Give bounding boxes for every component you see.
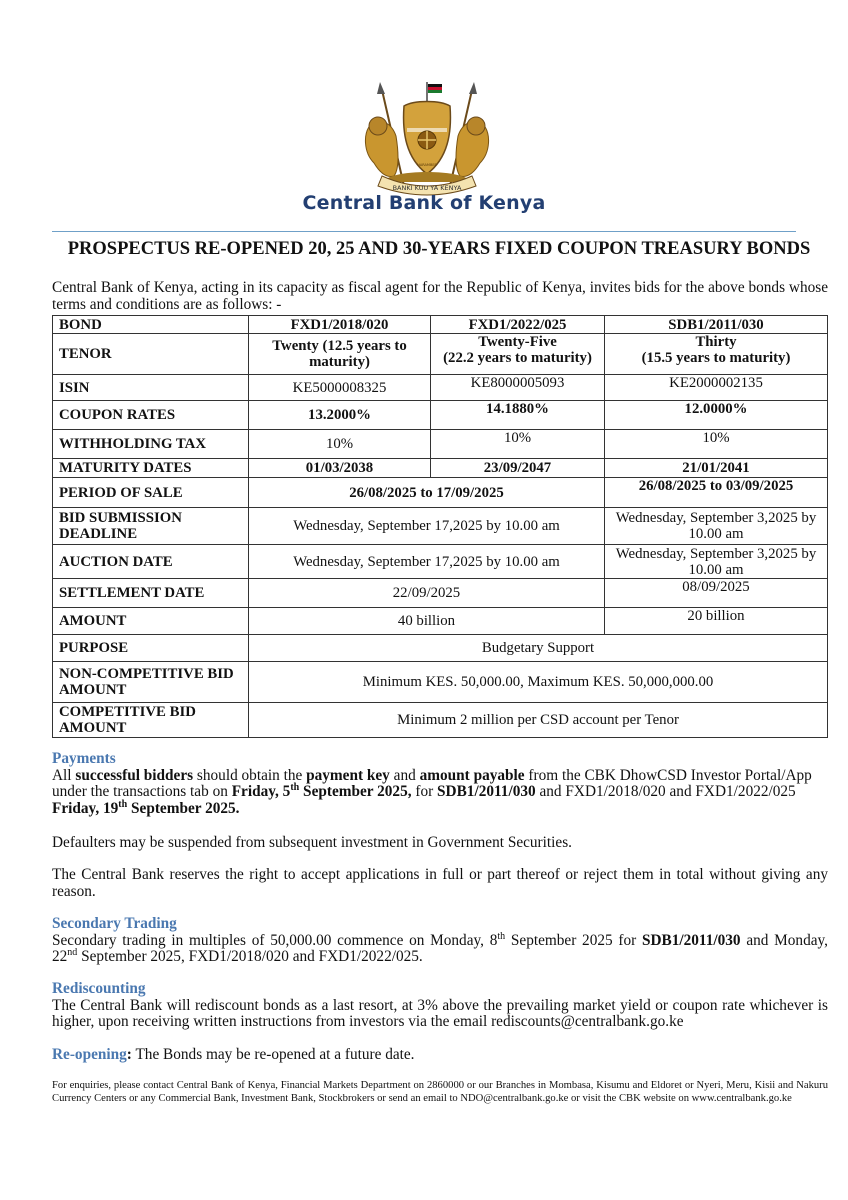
crest-ribbon-text: BANKI KUU YA KENYA (392, 184, 462, 192)
coupon-cell: 12.0000% (605, 401, 828, 430)
text-bold: Friday, 19 (52, 799, 119, 817)
table-row (53, 662, 828, 703)
brand-name: Central Bank of Kenya (302, 192, 546, 214)
reopening-text: The Bonds may be re-opened at a future date. (131, 1046, 415, 1063)
text-run: and Monday, 22 (52, 931, 828, 965)
tenor-cell (431, 334, 605, 375)
maturity-cell: 23/09/2047 (431, 459, 605, 478)
row-label: NON-COMPETITIVE BID AMOUNT (53, 662, 249, 703)
deadline-cell: Wednesday, September 3,2025 by 10.00 am (605, 508, 828, 545)
row-label: TENOR (53, 334, 249, 375)
maturity-cell: 01/03/2038 (249, 459, 431, 478)
table-row (53, 545, 828, 579)
tax-cell: 10% (431, 430, 605, 459)
row-label: PERIOD OF SALE (53, 478, 249, 508)
table-row (53, 703, 828, 738)
tenor-cell: Twenty (12.5 years to maturity) (249, 334, 431, 375)
isin-cell: KE8000005093 (431, 375, 605, 401)
tenor-line: (15.5 years to maturity) (641, 350, 791, 366)
period-cell: 26/08/2025 to 17/09/2025 (249, 478, 605, 508)
secondary-trading-section (52, 916, 828, 966)
table-row (53, 459, 828, 478)
text-bold: SDB1/2011/030 (437, 783, 536, 800)
reopening-section (52, 1047, 828, 1064)
table-row (53, 334, 828, 375)
text-bold: Friday, 5 (231, 783, 291, 800)
text-run: and FXD1/2018/020 and FXD1/2022/025 (535, 783, 796, 800)
intro-paragraph: Central Bank of Kenya, acting in its capacity as fiscal agent for the Republic of Kenya, invites bids for the above bonds whose terms and conditions are as follows: - (52, 279, 828, 313)
row-label: BOND (53, 316, 249, 334)
text-run: All (52, 766, 76, 784)
defaulters-paragraph: Defaulters may be suspended from subsequent investment in Government Securities. (52, 834, 572, 851)
table-row (53, 508, 828, 545)
isin-cell: KE2000002135 (605, 375, 828, 401)
rediscounting-text: The Central Bank will rediscount bonds as a last resort, at 3% above the prevailing market yield or coupon rate whichever is higher, upon receiving written instructions from investors via the email rediscounts@centralbank.go.ke (52, 996, 828, 1030)
text-sup: th (290, 781, 300, 793)
text-sup: th (118, 798, 128, 810)
payments-text (52, 768, 828, 818)
page-title: PROSPECTUS RE-OPENED 20, 25 AND 30-YEARS FIXED COUPON TREASURY BONDS (67, 239, 811, 259)
row-label: MATURITY DATES (53, 459, 249, 478)
table-row (53, 316, 828, 334)
bond-code: FXD1/2022/025 (431, 316, 605, 334)
isin-cell: KE5000008325 (249, 375, 431, 401)
text-run: from the CBK DhowCSD Investor Portal/App under the transactions tab on (52, 766, 812, 800)
row-label: AUCTION DATE (53, 545, 249, 579)
table-row (53, 579, 828, 608)
table-row (53, 608, 828, 635)
secondary-text (52, 930, 828, 966)
row-label: AMOUNT (53, 608, 249, 635)
tenor-line: (22.2 years to maturity) (443, 350, 592, 366)
table-row (53, 478, 828, 508)
text-run: September 2025 for (505, 931, 642, 949)
text-run: Secondary trading in multiples of 50,000.00 commence on Monday, 8 (52, 931, 498, 949)
text-sup: th (497, 930, 506, 942)
row-label: ISIN (53, 375, 249, 401)
bond-code: FXD1/2018/020 (249, 316, 431, 334)
text-bold: payment key (306, 766, 390, 784)
table-row (53, 635, 828, 662)
reserve-paragraph: The Central Bank reserves the right to accept applications in full or part thereof or reject them in total without giving any reason. (52, 866, 828, 900)
row-label: COMPETITIVE BID AMOUNT (53, 703, 249, 738)
competitive-cell: Minimum 2 million per CSD account per Tenor (249, 703, 828, 738)
bond-terms-table (52, 315, 828, 738)
noncompetitive-cell: Minimum KES. 50,000.00, Maximum KES. 50,000,000.00 (249, 662, 828, 703)
row-label: BID SUBMISSION DEADLINE (53, 508, 249, 545)
amount-cell: 40 billion (249, 608, 605, 635)
text-bold: SDB1/2011/030 (641, 931, 741, 949)
tax-cell: 10% (249, 430, 431, 459)
rediscounting-heading: Rediscounting (52, 980, 146, 997)
row-label: PURPOSE (53, 635, 249, 662)
maturity-cell: 21/01/2041 (605, 459, 828, 478)
table-row (53, 430, 828, 459)
text-run: and (389, 766, 420, 784)
tenor-line: Thirty (695, 334, 737, 350)
table-row (53, 401, 828, 430)
text-run: September 2025, FXD1/2018/020 and FXD1/2022/025. (77, 948, 423, 965)
settlement-cell: 22/09/2025 (249, 579, 605, 608)
coupon-cell: 14.1880% (431, 401, 605, 430)
text-run: should obtain the (193, 766, 307, 784)
amount-cell: 20 billion (605, 608, 828, 635)
text-bold: successful bidders (75, 766, 194, 784)
row-label: SETTLEMENT DATE (53, 579, 249, 608)
bond-code: SDB1/2011/030 (605, 316, 828, 334)
row-label: WITHHOLDING TAX (53, 430, 249, 459)
row-label: COUPON RATES (53, 401, 249, 430)
text-bold: amount payable (419, 766, 525, 784)
deadline-cell: Wednesday, September 17,2025 by 10.00 am (249, 508, 605, 545)
text-bold: : (126, 1046, 132, 1063)
table-row (53, 375, 828, 401)
reopening-heading: Re-opening (52, 1046, 127, 1063)
kenya-coat-of-arms-logo (352, 78, 502, 196)
text-run: for (411, 783, 438, 800)
crest-motto-text: HARAMBEE (417, 163, 437, 167)
tenor-cell (605, 334, 828, 375)
header-divider (52, 231, 796, 232)
payments-section (52, 751, 828, 817)
footer-enquiries: For enquiries, please contact Central Bank of Kenya, Financial Markets Department on 2860000 or our Branches in Mombasa, Kisumu and Eldoret or Nyeri, Meru, Kisii and Nakuru Currency Centers or any Commercial Bank, Investment Bank, Stockbrokers or send an email to NDO@centralbank.go.ke or visit the CBK website on www.centralbank.go.ke (52, 1080, 828, 1104)
purpose-cell: Budgetary Support (249, 635, 828, 662)
settlement-cell: 08/09/2025 (605, 579, 828, 608)
coupon-cell: 13.2000% (249, 401, 431, 430)
tenor-line: Twenty-Five (478, 334, 557, 350)
auction-cell: Wednesday, September 17,2025 by 10.00 am (249, 545, 605, 579)
secondary-heading: Secondary Trading (52, 915, 177, 932)
text-bold: September 2025, (299, 783, 412, 800)
period-cell: 26/08/2025 to 03/09/2025 (605, 478, 828, 508)
rediscounting-section (52, 981, 828, 1031)
payments-heading: Payments (52, 750, 116, 767)
auction-cell: Wednesday, September 3,2025 by 10.00 am (605, 545, 828, 579)
text-bold: September 2025. (127, 799, 240, 817)
text-sup: nd (67, 946, 78, 958)
tax-cell: 10% (605, 430, 828, 459)
